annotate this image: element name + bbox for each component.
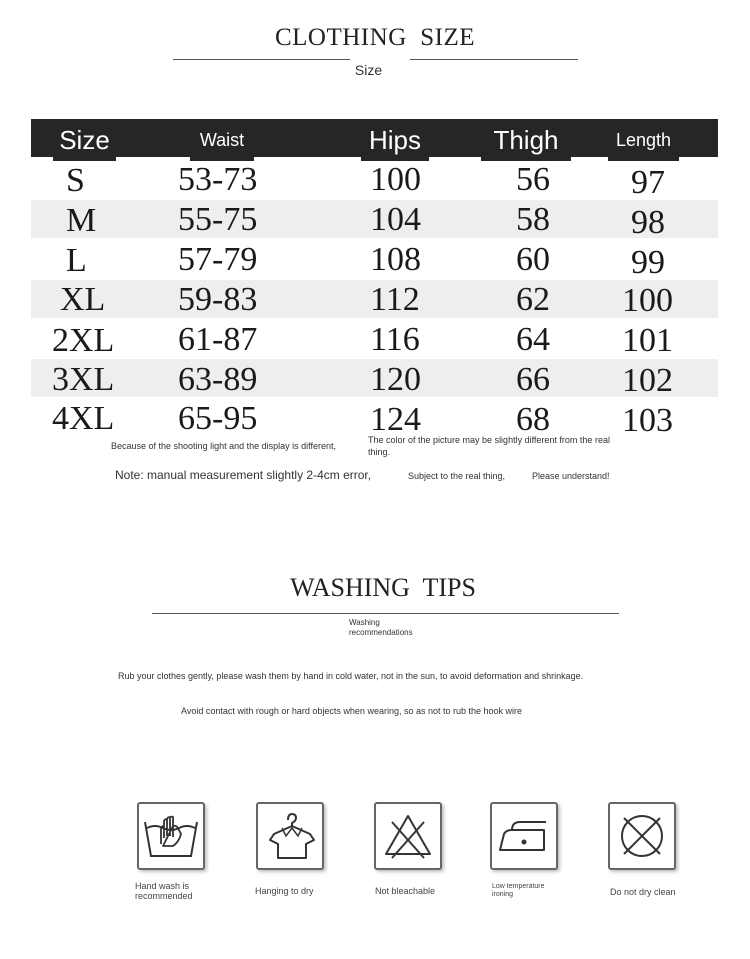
washing-section-subtitle: Washing recommendations: [349, 618, 413, 637]
cell-length: 103: [622, 402, 673, 439]
cell-length: 99: [631, 244, 665, 281]
light-note: Because of the shooting light and the display is different,: [111, 441, 336, 451]
cell-thigh: 66: [516, 361, 550, 398]
no-dry-clean-label: Do not dry clean: [610, 887, 676, 897]
washing-tip-1: Rub your clothes gently, please wash them by hand in cold water, not in the sun, to avoid deformation and shrinkage.: [118, 671, 584, 681]
cell-hips: 104: [370, 201, 421, 238]
size-section-subtitle: Size: [354, 62, 383, 78]
header-waist: [190, 119, 254, 161]
cell-length: 101: [622, 322, 673, 359]
cell-hips: 116: [370, 321, 420, 358]
measure-note: Note: manual measurement slightly 2-4cm error,: [115, 468, 372, 482]
cell-thigh: 56: [516, 161, 550, 198]
washing-tip-2: Avoid contact with rough or hard objects when wearing, so as not to rub the hook wire: [181, 706, 523, 716]
cell-thigh: 60: [516, 241, 550, 278]
cell-hips: 108: [370, 241, 421, 278]
cell-waist: 63-89: [178, 361, 258, 398]
cell-length: 97: [631, 164, 665, 201]
cell-thigh: 64: [516, 321, 550, 358]
cell-length: 102: [622, 362, 673, 399]
no-dry-clean-icon: [608, 802, 676, 870]
low-iron-icon: [490, 802, 558, 870]
cell-hips: 100: [370, 161, 421, 198]
size-section-title: CLOTHING SIZE: [274, 24, 476, 51]
cell-hips: 124: [370, 401, 421, 438]
header-hips-label: Hips: [368, 124, 421, 155]
cell-size: 4XL: [52, 400, 115, 437]
cell-waist: 57-79: [178, 241, 258, 278]
hanging-dry-icon: [256, 802, 324, 870]
header-length-label: Length: [615, 129, 672, 150]
hanging-dry-label: Hanging to dry: [255, 886, 314, 896]
low-iron-label: Low temperature ironing: [492, 883, 545, 898]
hand-wash-label: Hand wash is recommended: [135, 881, 193, 901]
header-thigh: [481, 119, 571, 161]
color-note: The color of the picture may be slightly different from the real thing.: [368, 435, 610, 457]
cell-size: 3XL: [52, 361, 115, 398]
cell-size: 2XL: [52, 322, 115, 359]
cell-thigh: 58: [516, 201, 550, 238]
header-waist-label: Waist: [199, 129, 245, 150]
title-rule-left: [173, 59, 350, 60]
header-thigh-label: Thigh: [493, 124, 559, 155]
understand-note: Please understand!: [532, 471, 610, 481]
header-length: [608, 119, 679, 161]
cell-size: S: [66, 162, 85, 199]
subject-note: Subject to the real thing,: [408, 471, 506, 481]
cell-thigh: 68: [516, 401, 550, 438]
cell-size: M: [66, 202, 97, 239]
header-hips: [361, 119, 429, 161]
cell-size: L: [66, 242, 87, 279]
cell-waist: 61-87: [178, 321, 258, 358]
title-rule-right: [410, 59, 578, 60]
cell-hips: 120: [370, 361, 421, 398]
washing-section-title: WASHING TIPS: [290, 573, 476, 602]
cell-waist: 59-83: [178, 281, 258, 318]
hand-wash-icon: [137, 802, 205, 870]
header-size: [53, 119, 116, 161]
no-bleach-icon: [374, 802, 442, 870]
cell-waist: 65-95: [178, 400, 258, 437]
washing-title-rule: [152, 613, 619, 614]
cell-thigh: 62: [516, 281, 550, 318]
cell-waist: 55-75: [178, 201, 258, 238]
cell-waist: 53-73: [178, 161, 258, 198]
cell-length: 98: [631, 204, 665, 241]
cell-length: 100: [622, 282, 673, 319]
no-bleach-label: Not bleachable: [375, 886, 436, 896]
header-size-label: Size: [59, 124, 110, 155]
cell-hips: 112: [370, 281, 420, 318]
cell-size: XL: [60, 281, 106, 318]
